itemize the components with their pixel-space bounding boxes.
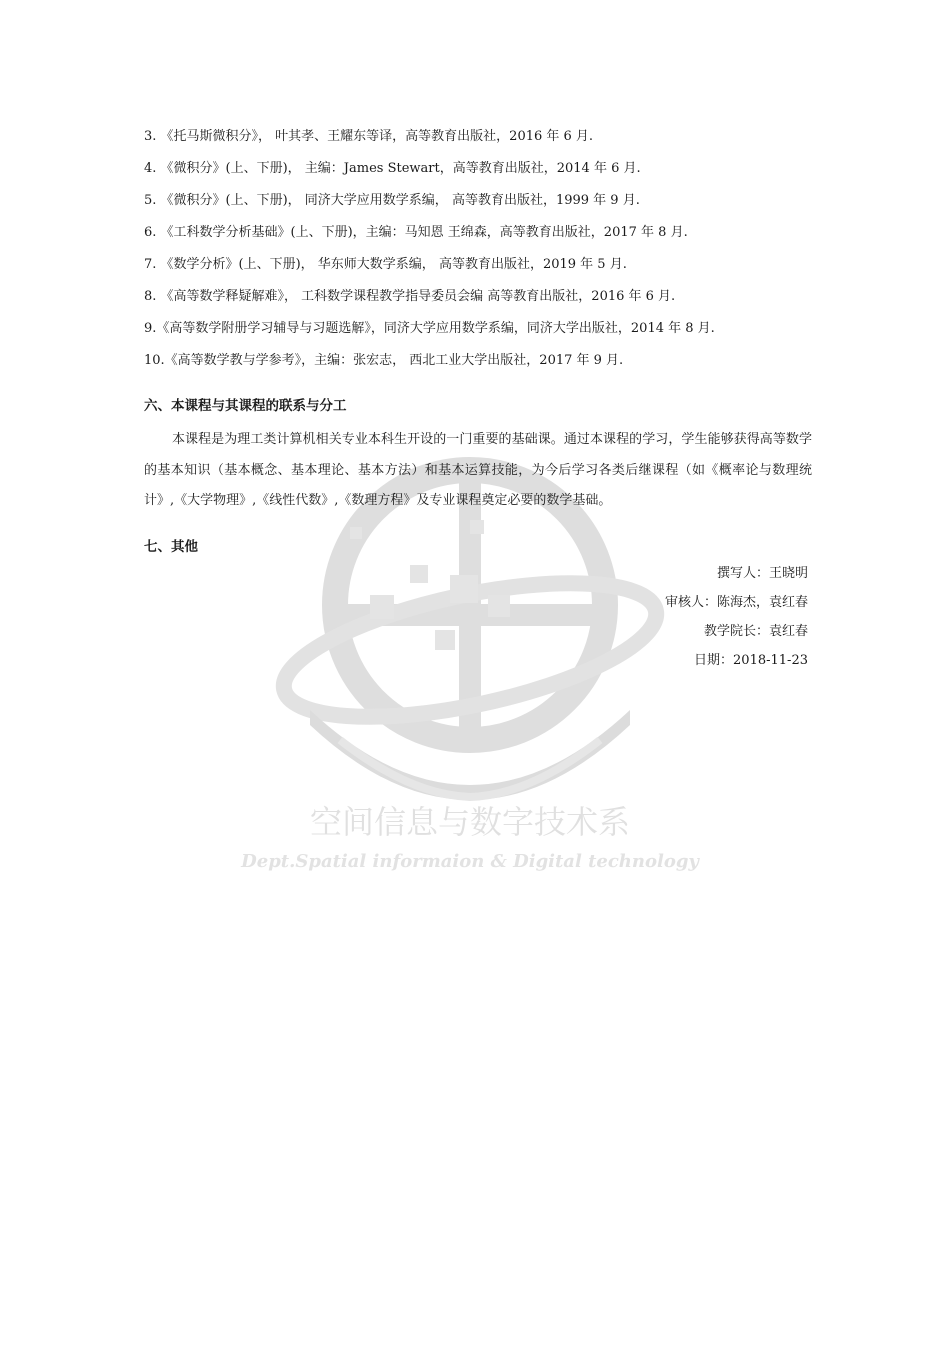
watermark-name-en: Dept.Spatial informaion & Digital technology — [241, 851, 699, 872]
watermark-year: 2008 — [447, 757, 493, 778]
signoff-date: 日期：2018-11-23 — [694, 653, 808, 668]
signoff-reviewer: 审核人：陈海杰，袁红春 — [664, 595, 808, 610]
department-watermark-logo — [241, 455, 699, 885]
signoff-author: 撰写人：王晓明 — [716, 566, 808, 581]
section-heading-course-relations: 六、本课程与其课程的联系与分工 — [144, 398, 347, 414]
signoff-block — [665, 561, 808, 677]
reference-item: 6. 《工科数学分析基础》(上、下册)，主编：马知恩 王绵森，高等教育出版社，2017 年 8 月. — [144, 225, 688, 240]
reference-item: 9.《高等数学附册学习辅导与习题选解》，同济大学应用数学系编，同济大学出版社，2014 年 8 月. — [144, 321, 715, 336]
course-relations-paragraph: 本课程是为理工类计算机相关专业本科生开设的一门重要的基础课。通过本课程的学习，学生能够获得高等数学的基本知识（基本概念、基本理论、基本方法）和基本运算技能，为今后学习各类后继课程（如《概率论与数理统计》,《大学物理》,《线性代数》,《数理方程》及专业课程奠定必要的数学基础。 — [144, 432, 812, 508]
reference-item: 8. 《高等数学释疑解难》， 工科数学课程教学指导委员会编 高等教育出版社，2016 年 6 月. — [144, 289, 676, 304]
section-heading-other: 七、其他 — [144, 539, 198, 555]
reference-item: 7. 《数学分析》(上、下册)， 华东师大数学系编， 高等教育出版社，2019 年 5 月. — [144, 257, 627, 272]
watermark-name-cn: 空间信息与数字技术系 — [309, 803, 631, 841]
signoff-dean: 教学院长：袁红春 — [703, 624, 808, 639]
reference-item: 5. 《微积分》(上、下册)， 同济大学应用数学系编， 高等教育出版社，1999 年 9 月. — [144, 193, 640, 208]
reference-item: 3. 《托马斯微积分》， 叶其孝、王耀东等译，高等教育出版社，2016 年 6 月. — [144, 129, 594, 144]
reference-item: 4. 《微积分》(上、下册)， 主编：James Stewart，高等教育出版社，2014 年 6 月. — [144, 161, 641, 176]
reference-list — [144, 124, 824, 380]
reference-item: 10.《高等数学教与学参考》，主编：张宏志， 西北工业大学出版社，2017 年 9 月. — [144, 353, 624, 368]
